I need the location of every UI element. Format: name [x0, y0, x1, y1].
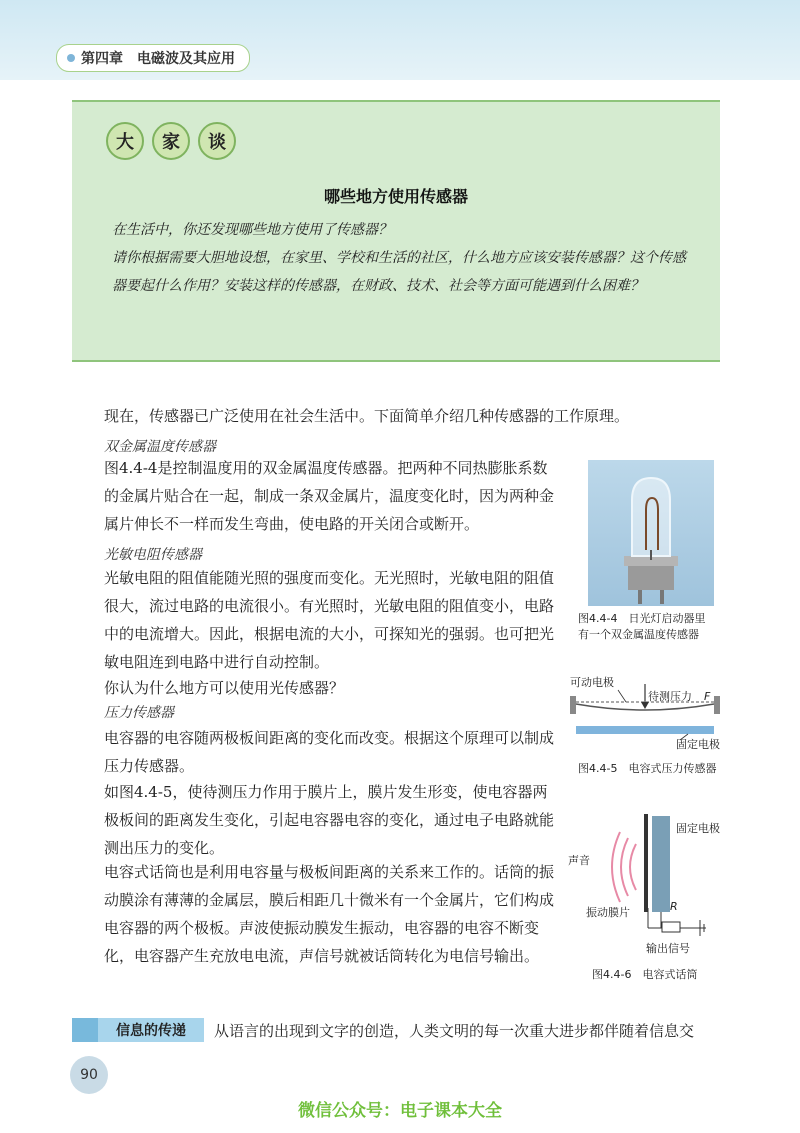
figure-4-4-4-caption-2: 有一个双金属温度传感器: [578, 628, 699, 641]
chapter-number: 第四章: [81, 51, 123, 67]
discussion-badges: [106, 122, 244, 160]
subheading-pressure: 压力传感器: [104, 705, 174, 721]
figure-4-4-6-caption: 图4.4-6 电容式话筒: [592, 968, 698, 981]
chapter-title: 电磁波及其应用: [137, 51, 235, 67]
subheading-photoresistor: 光敏电阻传感器: [104, 547, 202, 563]
badge-tan: 谈: [198, 122, 236, 160]
starter-photo: [588, 460, 714, 606]
starter-bulb-image: [588, 460, 714, 606]
label-force-symbol: F: [704, 690, 711, 703]
page-number: 90: [70, 1056, 108, 1094]
badge-da: 大: [106, 122, 144, 160]
figure-4-4-5-caption: 图4.4-5 电容式压力传感器: [578, 762, 717, 775]
label-movable-electrode: 可动电极: [570, 676, 614, 689]
badge-jia: 家: [152, 122, 190, 160]
label-fixed-electrode: 固定电极: [676, 738, 720, 751]
bottom-text: 从语言的出现到文字的创造，人类文明的每一次重大进步都伴随着信息交: [214, 1022, 695, 1040]
label-fixed-plate: 固定电极: [676, 822, 720, 835]
discussion-title: 哪些地方使用传感器: [323, 187, 468, 206]
paragraph-microphone: 电容式话筒也是利用电容量与极板间距离的关系来工作的。话筒的振动膜涂有薄薄的金属层，膜后相距几十微米有一个金属片，它们构成电容器的两个极板。声波使振动膜发生振动，电容器的电容不断变化，电容器产生充放电电流，声信号就被话筒转化为电信号输出。: [104, 863, 555, 965]
figure-4-4-4-caption-1: 图4.4-4 日光灯启动器里: [578, 612, 706, 625]
watermark-text: 微信公众号：电子课本大全: [298, 1101, 502, 1121]
bullet-icon: [67, 54, 75, 62]
paragraph-pressure-2: 如图4.4-5，使待测压力作用于膜片上，膜片发生形变，使电容器两极板间的距离发生变化，引起电容器电容的变化，通过电子电路就能测出压力的变化。: [104, 783, 555, 857]
discussion-paragraph-1: 在生活中，你还发现哪些地方使用了传感器？: [112, 222, 392, 238]
intro-paragraph: 现在，传感器已广泛使用在社会生活中。下面简单介绍几种传感器的工作原理。: [104, 407, 630, 425]
paragraph-photoresistor: 光敏电阻的阻值能随光照的强度而变化。无光照时，光敏电阻的阻值很大，流过电路的电流很小。有光照时，光敏电阻的阻值变小，电路中的电流增大。因此，根据电流的大小，可探知光的强弱。也可把光敏电阻连到电路中进行自动控制。: [104, 569, 555, 671]
label-sound: 声音: [568, 854, 590, 867]
paragraph-pressure-1: 电容器的电容随两极板间距离的变化而改变。根据这个原理可以制成压力传感器。: [104, 729, 555, 775]
question-light-sensor: 你认为什么地方可以使用光传感器？: [104, 679, 345, 697]
discussion-box: [72, 100, 720, 362]
label-resistor: R: [670, 900, 678, 913]
label-output-signal: 输出信号: [646, 942, 690, 955]
label-force: 待测压力: [648, 690, 692, 703]
paragraph-bimetal: 图4.4-4是控制温度用的双金属温度传感器。把两种不同热膨胀系数的金属片贴合在一起，制成一条双金属片，温度变化时，因为两种金属片伸长不一样而发生弯曲，使电路的开关闭合或断开。: [104, 459, 555, 533]
subheading-bimetal: 双金属温度传感器: [104, 439, 216, 455]
chapter-tab: [56, 44, 250, 72]
label-membrane: 振动膜片: [586, 906, 630, 919]
discussion-paragraph-2: 请你根据需要大胆地设想，在家里、学校和生活的社区，什么地方应该安装传感器？这个传感器要起什么作用？安装这样的传感器，在财政、技术、社会等方面可能遇到什么困难？: [112, 250, 686, 294]
info-transfer-tag: 信息的传递: [72, 1018, 204, 1042]
